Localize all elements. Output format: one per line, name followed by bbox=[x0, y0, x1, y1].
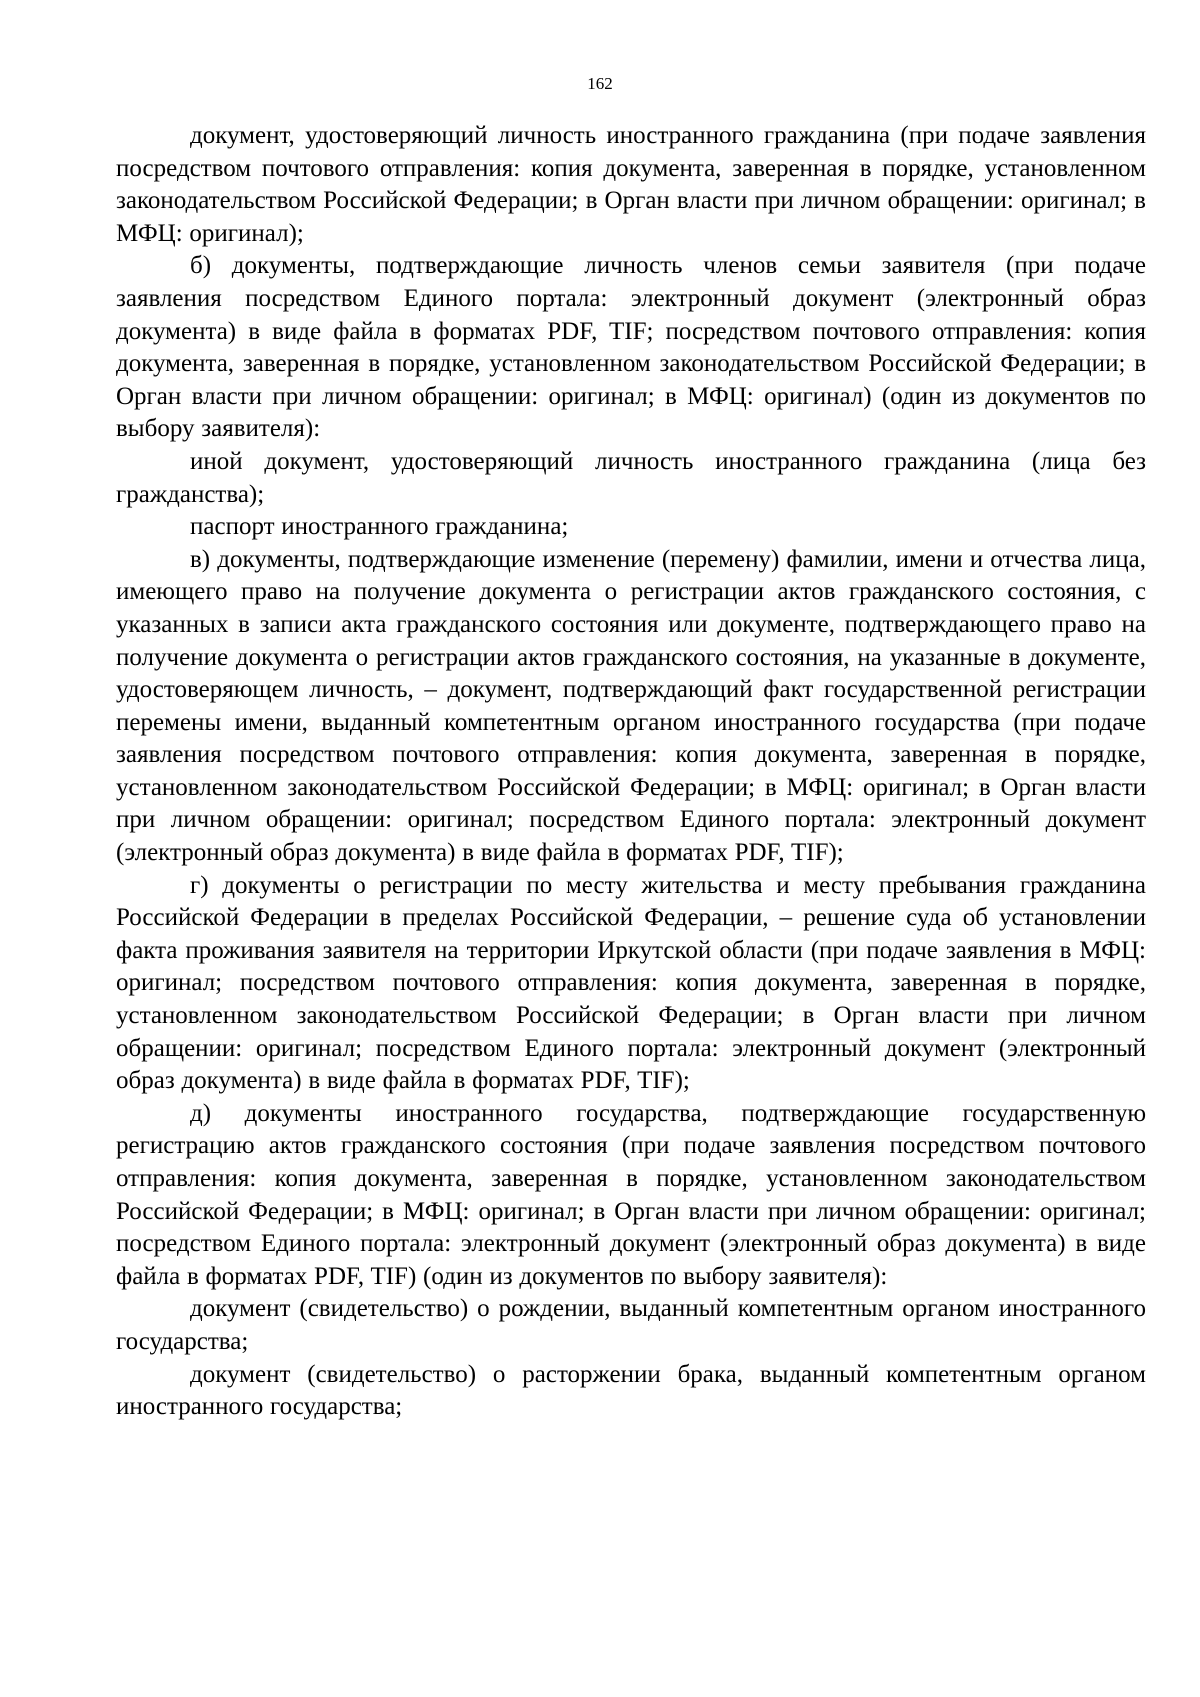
paragraph-birth-certificate: документ (свидетельство) о рождении, выданный компетентным органом иностранного государства; bbox=[116, 1295, 1146, 1355]
paragraph-other-id-document: иной документ, удостоверяющий личность иностранного гражданина (лица без гражданства); bbox=[116, 447, 1146, 508]
paragraph-v-name-change: в) документы, подтверждающие изменение (перемену) фамилии, имени и отчества лица, имеющего право на получение документа о регистрации актов гражданского состояния, с указанных в записи акта гражданского состояния или документе, подтверждающего право на получение документа о регистрации актов гражданского состояния, на указанные в документе, удостоверяющем личность, – документ, подтверждающий факт государственной регистрации перемены имени, выданный компетентным органом иностранного государства (при подаче заявления посредством почтового отправления: копия документа, заверенная в порядке, установленном законодательством Российской Федерации; в МФЦ: оригинал; в Орган власти при личном обращении: оригинал; посредством Единого портала: электронный документ (электронный образ документа) в виде файла в форматах PDF, TIF); bbox=[116, 545, 1146, 867]
paragraph-b-family-members-id: б) документы, подтверждающие личность членов семьи заявителя (при подаче заявления посредством Единого портала: электронный документ (электронный образ документа) в виде файла в форматах PDF, TIF; посредством почтового отправления: копия документа, заверенная в порядке, установленном законодательством Российской Федерации; в Орган власти при личном обращении: оригинал; в МФЦ: оригинал) (один из документов по выбору заявителя): bbox=[116, 252, 1146, 443]
paragraph-g-residence-registration: г) документы о регистрации по месту жительства и месту пребывания гражданина Российской Федерации в пределах Российской Федерации, – решение суда об установлении факта проживания заявителя на территории Иркутской области (при подаче заявления в МФЦ: оригинал; посредством почтового отправления: копия документа, заверенная в порядке, установленном законодательством Российской Федерации; в Орган власти при личном обращении: оригинал; посредством Единого портала: электронный документ (электронный образ документа) в виде файла в форматах PDF, TIF); bbox=[116, 871, 1146, 1095]
paragraph-divorce-certificate: документ (свидетельство) о расторжении брака, выданный компетентным органом иностранного государства; bbox=[116, 1360, 1146, 1421]
paragraph-foreign-passport: паспорт иностранного гражданина; bbox=[190, 513, 569, 541]
document-body bbox=[116, 120, 1146, 1424]
paragraph-d-foreign-state-documents: д) документы иностранного государства, подтверждающие государственную регистрацию актов гражданского состояния (при подаче заявления посредством почтового отправления: копия документа, заверенная в порядке, установленном законодательством Российской Федерации; в МФЦ: оригинал; в Орган власти при личном обращении: оригинал; посредством Единого портала: электронный документ (электронный образ документа) в виде файла в форматах PDF, TIF) (один из документов по выбору заявителя): bbox=[116, 1099, 1146, 1290]
page-number: 162 bbox=[587, 74, 613, 93]
paragraph-foreign-citizen-id: документ, удостоверяющий личность иностранного гражданина (при подаче заявления посредством почтового отправления: копия документа, заверенная в порядке, установленном законодательством Российской Федерации; в Орган власти при личном обращении: оригинал; в МФЦ: оригинал); bbox=[116, 122, 1146, 247]
